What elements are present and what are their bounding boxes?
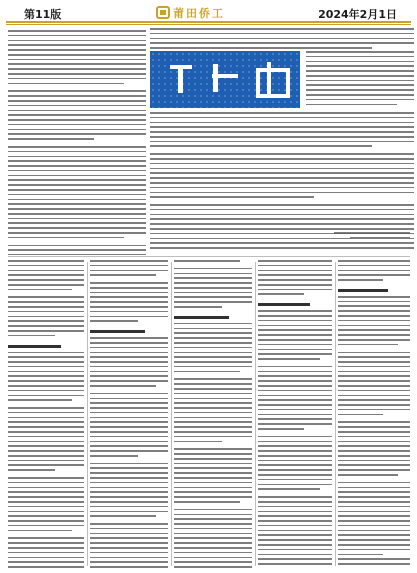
proposal-intro-text <box>150 28 414 50</box>
banner-glyph-icon <box>210 62 240 94</box>
column-text-block <box>338 260 410 568</box>
column-divider <box>335 262 336 566</box>
column-text-block <box>90 260 168 568</box>
banner-glyph-icon <box>254 62 284 94</box>
proposal-banner <box>150 51 300 108</box>
column-divider <box>171 262 172 566</box>
column-divider <box>255 262 256 566</box>
lower-column-3 <box>174 260 252 568</box>
proposal-signature <box>320 232 410 246</box>
article-text-block <box>8 30 146 255</box>
lower-column-5 <box>338 260 410 568</box>
banner-glyph-icon <box>166 62 196 94</box>
column-text-block <box>8 260 84 568</box>
lower-column-2 <box>90 260 168 568</box>
proposal-side-text <box>306 51 414 109</box>
paper-name: 莆田侨工 <box>173 6 225 20</box>
proposal-article <box>150 25 414 253</box>
page-number: 第11版 <box>24 8 62 21</box>
column-divider <box>87 262 88 566</box>
column-text-block <box>258 260 332 568</box>
lower-column-1 <box>8 260 84 568</box>
top-left-article <box>8 30 146 255</box>
masthead-logo <box>156 5 225 20</box>
masthead-rule <box>6 21 411 23</box>
column-text-block <box>174 260 252 568</box>
masthead <box>6 5 411 20</box>
issue-date: 2024年2月1日 <box>318 8 397 21</box>
newspaper-logo-icon <box>156 6 170 19</box>
proposal-body-text <box>150 112 414 252</box>
section-divider <box>8 256 410 257</box>
lower-column-4 <box>258 260 332 568</box>
